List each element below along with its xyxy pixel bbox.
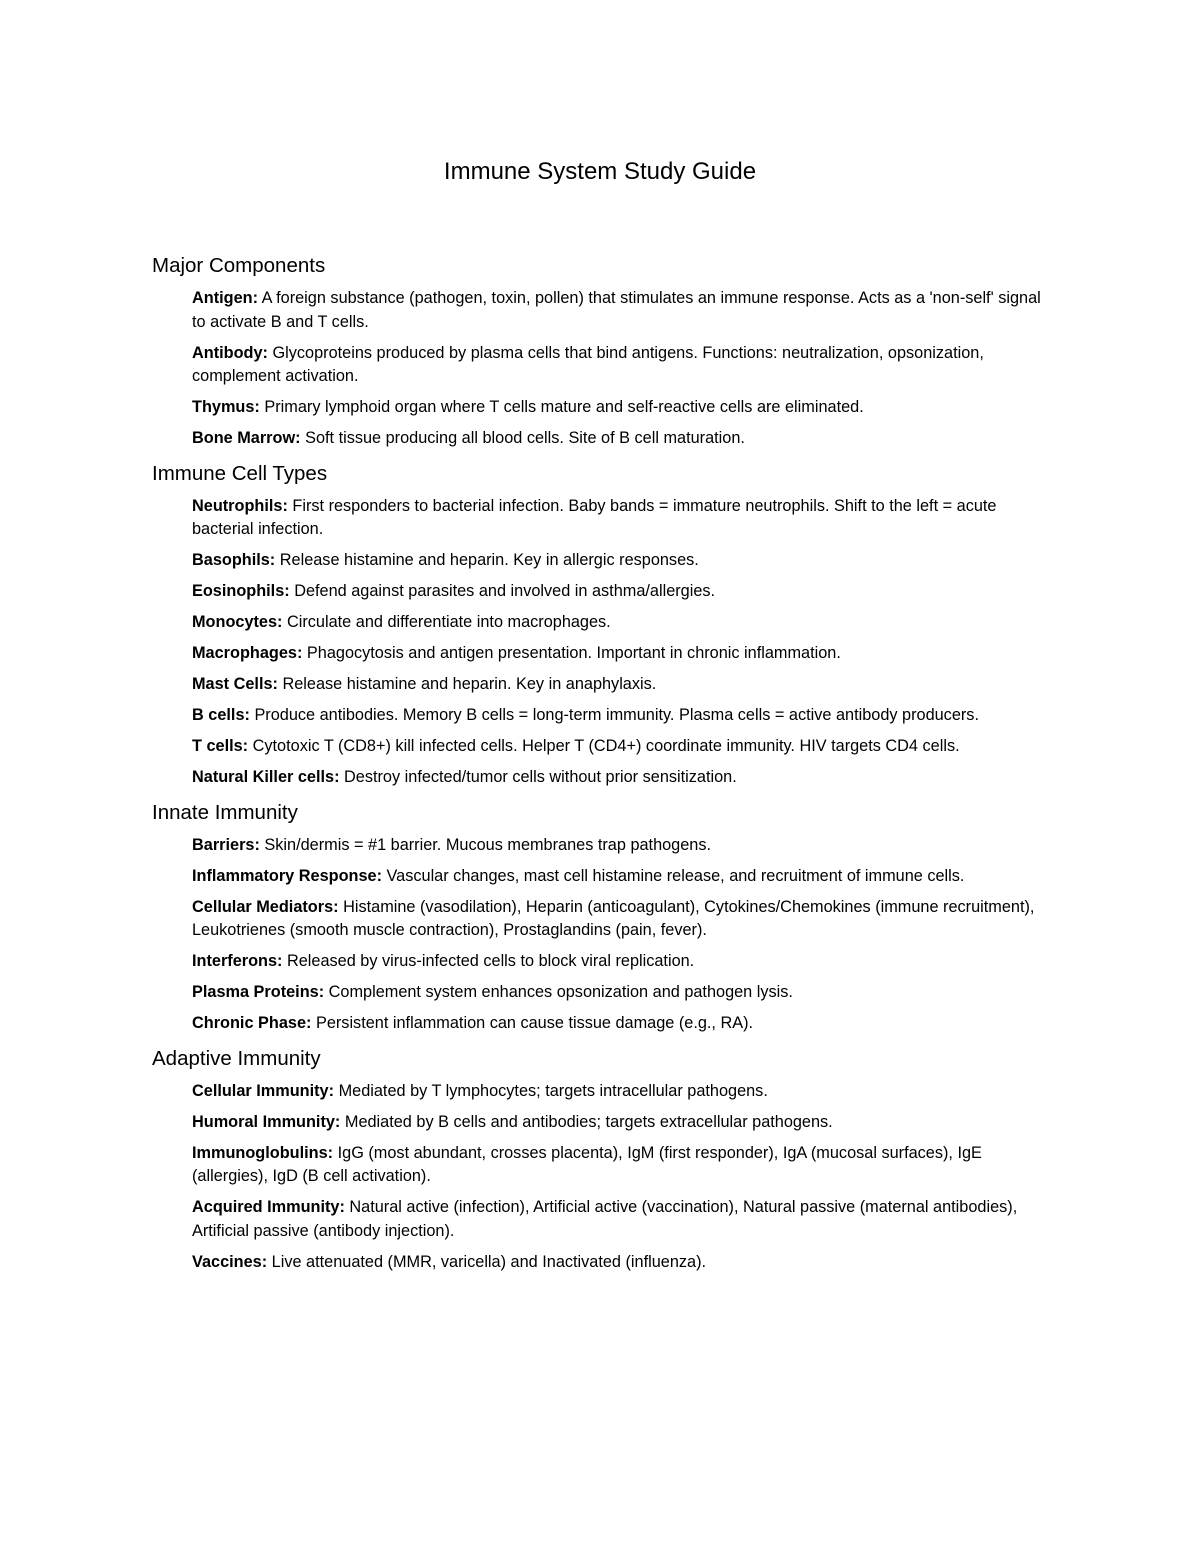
entry-mast-cells bbox=[192, 673, 1052, 697]
entry-term: Basophils: bbox=[192, 551, 276, 569]
entry-term: Cellular Mediators: bbox=[192, 897, 339, 916]
entry-text: Circulate and differentiate into macrophages. bbox=[282, 613, 611, 631]
entry-term: Humoral Immunity: bbox=[192, 1112, 341, 1131]
entry-text: Primary lymphoid organ where T cells mature and self-reactive cells are eliminated. bbox=[259, 398, 864, 416]
entry-text: Mediated by B cells and antibodies; targets extracellular pathogens. bbox=[340, 1112, 833, 1131]
entry-text: Skin/dermis = #1 barrier. Mucous membranes trap pathogens. bbox=[259, 835, 712, 854]
entry-term: Mast Cells: bbox=[192, 675, 278, 693]
entry-term: B cells: bbox=[192, 706, 250, 724]
entry-monocytes bbox=[192, 611, 1052, 635]
entry-chronic-phase bbox=[192, 1012, 1052, 1036]
entry-term: Thymus: bbox=[192, 398, 260, 416]
entry-term: Bone Marrow: bbox=[192, 429, 301, 447]
entry-text: Vascular changes, mast cell histamine release, and recruitment of immune cells. bbox=[382, 866, 965, 885]
entry-term: Natural Killer cells: bbox=[192, 768, 340, 786]
entry-text: Destroy infected/tumor cells without prior sensitization. bbox=[339, 768, 737, 786]
entry-inflammatory-response bbox=[192, 865, 1052, 889]
entry-plasma-proteins bbox=[192, 981, 1052, 1005]
entry-basophils bbox=[192, 549, 1052, 573]
entry-text: Cytotoxic T (CD8+) kill infected cells. Helper T (CD4+) coordinate immunity. HIV targets CD4 cells. bbox=[248, 737, 960, 755]
entry-term: Monocytes: bbox=[192, 613, 283, 631]
section-immune-cell-types bbox=[152, 461, 1052, 790]
entry-list bbox=[152, 834, 1052, 1036]
section-heading: Adaptive Immunity bbox=[152, 1046, 321, 1070]
entry-text: Produce antibodies. Memory B cells = long-term immunity. Plasma cells = active antibody producers. bbox=[249, 706, 979, 724]
section-heading: Major Components bbox=[152, 254, 326, 277]
entry-text: Release histamine and heparin. Key in anaphylaxis. bbox=[277, 675, 657, 693]
entry-text: IgG (most abundant, crosses placenta), IgM (first responder), IgA (mucosal surfaces), IgE (allergies), IgD (B cell activation). bbox=[192, 1143, 982, 1185]
entry-term: Inflammatory Response: bbox=[192, 866, 382, 885]
section-adaptive-immunity bbox=[152, 1046, 1052, 1275]
entry-t-cells bbox=[192, 735, 1052, 759]
entry-text: Live attenuated (MMR, varicella) and Inactivated (influenza). bbox=[267, 1252, 707, 1271]
entry-term: Acquired Immunity: bbox=[192, 1198, 345, 1216]
entry-antigen bbox=[192, 287, 1052, 334]
entry-term: Barriers: bbox=[192, 835, 260, 854]
entry-term: Antibody: bbox=[192, 343, 268, 362]
entry-term: Plasma Proteins: bbox=[192, 983, 325, 1001]
entry-macrophages bbox=[192, 642, 1052, 666]
entry-term: T cells: bbox=[192, 737, 249, 755]
entry-text: Persistent inflammation can cause tissue damage (e.g., RA). bbox=[311, 1014, 754, 1032]
section-heading: Innate Immunity bbox=[152, 800, 298, 824]
document-body bbox=[152, 253, 1052, 1284]
entry-term: Interferons: bbox=[192, 952, 283, 970]
entry-immunoglobulins bbox=[192, 1142, 1052, 1189]
entry-bone-marrow bbox=[192, 427, 1052, 451]
entry-barriers bbox=[192, 834, 1052, 858]
entry-term: Immunoglobulins: bbox=[192, 1143, 334, 1162]
entry-acquired-immunity bbox=[192, 1196, 1052, 1243]
entry-b-cells bbox=[192, 704, 1052, 728]
entry-text: Histamine (vasodilation), Heparin (anticoagulant), Cytokines/Chemokines (immune recruitment), Leukotrienes (smooth muscle contraction), Prostaglandins (pain, fever). bbox=[192, 897, 1035, 939]
entry-text: First responders to bacterial infection. Baby bands = immature neutrophils. Shift to the left = acute bacterial infection. bbox=[192, 496, 997, 538]
section-innate-immunity bbox=[152, 800, 1052, 1036]
entry-list bbox=[152, 287, 1052, 451]
document-title: Immune System Study Guide bbox=[443, 158, 757, 185]
entry-text: A foreign substance (pathogen, toxin, pollen) that stimulates an immune response. Acts as a 'non-self' signal to activate B and T cells. bbox=[192, 289, 1041, 331]
entry-list bbox=[152, 1080, 1052, 1275]
entry-text: Defend against parasites and involved in asthma/allergies. bbox=[289, 582, 716, 600]
section-major-components bbox=[152, 253, 1052, 451]
entry-cellular-mediators bbox=[192, 896, 1052, 943]
entry-text: Complement system enhances opsonization and pathogen lysis. bbox=[324, 983, 793, 1001]
entry-term: Macrophages: bbox=[192, 644, 303, 662]
entry-interferons bbox=[192, 950, 1052, 974]
entry-term: Cellular Immunity: bbox=[192, 1081, 335, 1100]
entry-cellular-immunity bbox=[192, 1080, 1052, 1104]
entry-text: Release histamine and heparin. Key in allergic responses. bbox=[275, 551, 699, 569]
section-heading: Immune Cell Types bbox=[152, 461, 328, 485]
entry-thymus bbox=[192, 396, 1052, 420]
entry-text: Soft tissue producing all blood cells. Site of B cell maturation. bbox=[300, 429, 745, 447]
entry-eosinophils bbox=[192, 580, 1052, 604]
entry-humoral-immunity bbox=[192, 1111, 1052, 1135]
entry-list bbox=[152, 495, 1052, 790]
entry-term: Chronic Phase: bbox=[192, 1014, 312, 1032]
entry-neutrophils bbox=[192, 495, 1052, 542]
entry-term: Antigen: bbox=[192, 289, 259, 307]
entry-text: Glycoproteins produced by plasma cells that bind antigens. Functions: neutralization, opsonization, complement activation. bbox=[192, 343, 984, 385]
entry-term: Eosinophils: bbox=[192, 582, 290, 600]
entry-natural-killer-cells bbox=[192, 766, 1052, 790]
entry-text: Mediated by T lymphocytes; targets intracellular pathogens. bbox=[334, 1081, 768, 1100]
entry-antibody bbox=[192, 342, 1052, 389]
entry-text: Phagocytosis and antigen presentation. Important in chronic inflammation. bbox=[302, 644, 841, 662]
entry-term: Vaccines: bbox=[192, 1252, 268, 1271]
entry-vaccines bbox=[192, 1251, 1052, 1275]
entry-text: Released by virus-infected cells to block viral replication. bbox=[282, 952, 695, 970]
entry-term: Neutrophils: bbox=[192, 496, 288, 515]
entry-text: Natural active (infection), Artificial active (vaccination), Natural passive (maternal antibodies), Artificial passive (antibody injection). bbox=[192, 1198, 1018, 1240]
